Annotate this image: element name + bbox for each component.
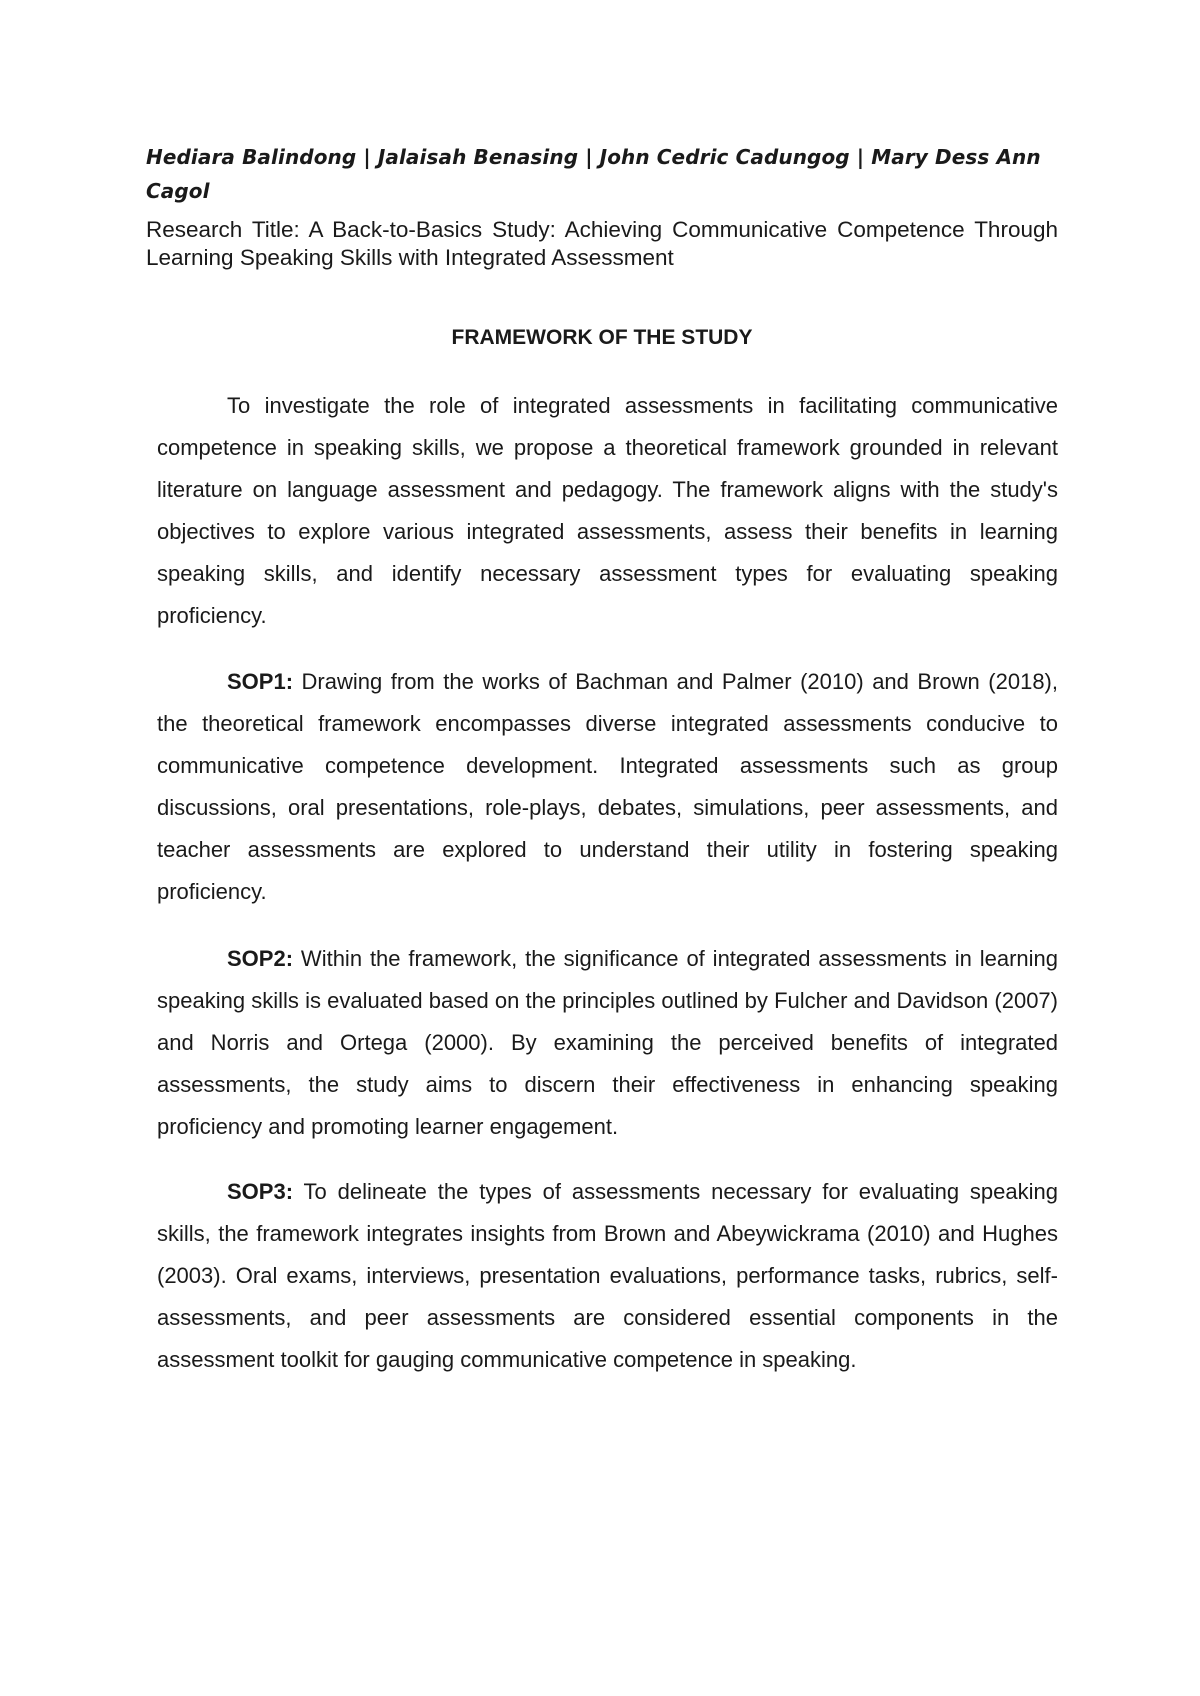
sop2-text: Within the framework, the significance of integrated assessments in learning speaking skills is evaluated based on the principles outlined by Fulcher and Davidson (2007) and Norris and Ortega (2000). By examining the perceived benefits of integrated assessments, the study aims to discern their effectiveness in enhancing speaking proficiency and promoting learner engagement.: [157, 946, 1058, 1139]
sop3-label: SOP3:: [227, 1179, 294, 1204]
section-heading: FRAMEWORK OF THE STUDY: [451, 326, 753, 349]
intro-paragraph: To investigate the role of integrated assessments in facilitating communicative competence in speaking skills, we propose a theoretical framework grounded in relevant literature on language assessment and pedagogy. The framework aligns with the study's objectives to explore various integrated assessments, assess their benefits in learning speaking skills, and identify necessary assessment types for evaluating speaking proficiency.: [157, 393, 1058, 628]
sop3-text: To delineate the types of assessments necessary for evaluating speaking skills, the framework integrates insights from Brown and Abeywickrama (2010) and Hughes (2003). Oral exams, interviews, presentation evaluations, performance tasks, rubrics, self-assessments, and peer assessments are considered essential components in the assessment toolkit for gauging communicative competence in speaking.: [157, 1179, 1058, 1372]
author-names: Hediara Balindong | Jalaisah Benasing | John Cedric Cadungog | Mary Dess Ann Cagol: [146, 145, 1041, 203]
sop2-label: SOP2:: [227, 946, 294, 971]
sop1-label: SOP1:: [227, 669, 294, 694]
sop2-paragraph: [157, 938, 1058, 1148]
sop1-paragraph: [157, 661, 1058, 913]
research-title: Research Title: A Back-to-Basics Study: Achieving Communicative Competence Through Learning Speaking Skills with Integrated Assessment: [146, 217, 1058, 270]
sop1-text: Drawing from the works of Bachman and Palmer (2010) and Brown (2018), the theoretical framework encompasses diverse integrated assessments conducive to communicative competence development. Integrated assessments such as group discussions, oral presentations, role-plays, debates, simulations, peer assessments, and teacher assessments are explored to understand their utility in fostering speaking proficiency.: [157, 669, 1058, 904]
sop3-paragraph: [157, 1171, 1058, 1381]
